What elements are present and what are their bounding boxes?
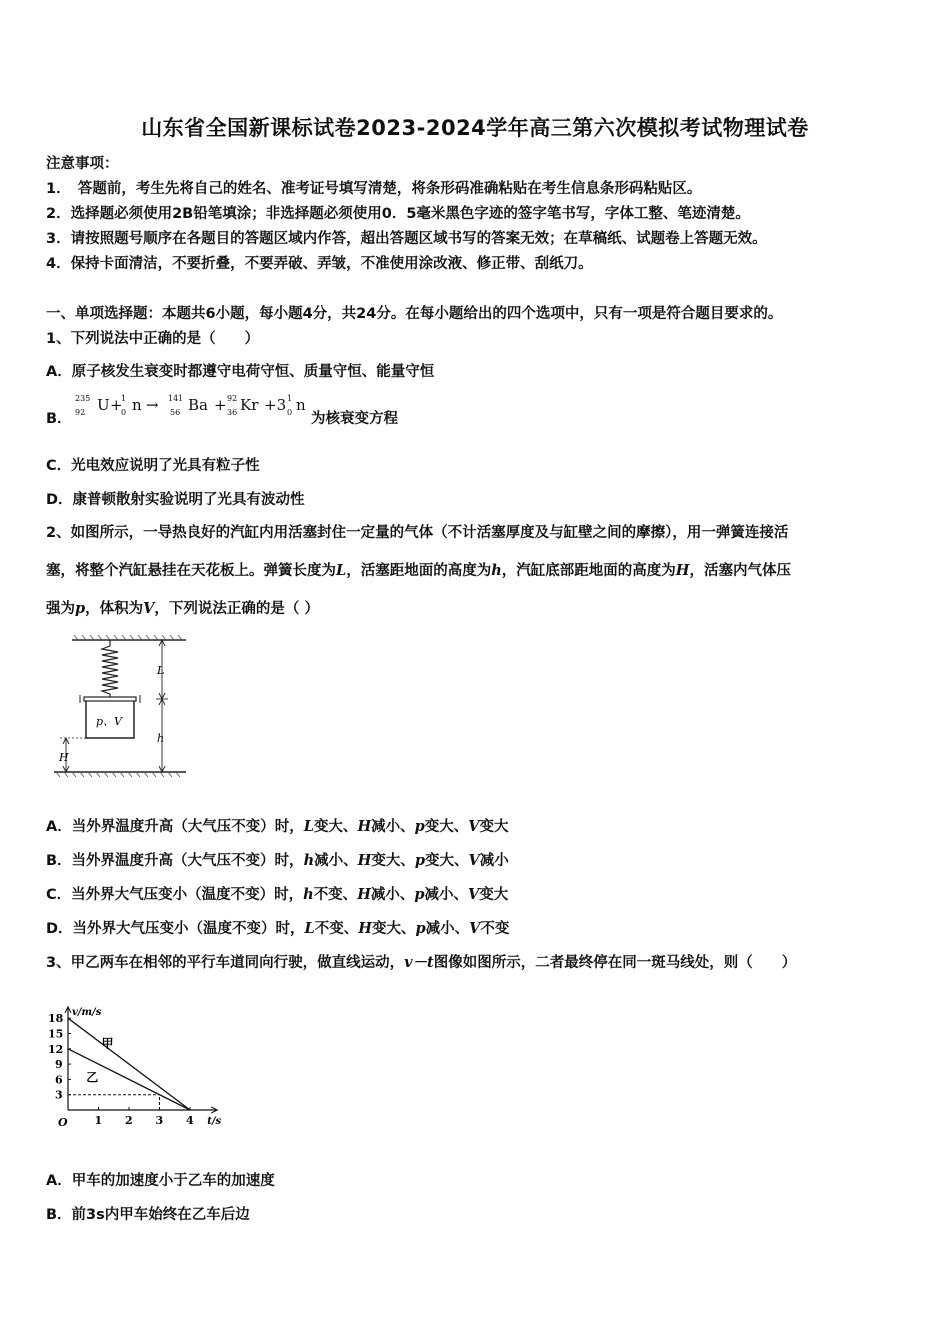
y-tick-label: 15 [48, 1027, 64, 1041]
notice-heading: 注意事项： [46, 156, 119, 172]
q2-stem-line3: 强为p，体积为V，下列说法正确的是（ ） [46, 600, 319, 617]
label-h: h [157, 732, 165, 745]
x-tick-label: 3 [155, 1114, 164, 1127]
q2-option-d: D．当外界大气压变小（温度不变）时，L不变、H变大、p减小、V不变 [46, 920, 510, 937]
label-pv: p、V [96, 715, 122, 728]
q2-option-c: C．当外界大气压变小（温度不变）时，h不变、H减小、p减小、V变大 [46, 886, 509, 903]
label-H: H [59, 751, 69, 764]
q1-stem: 1、下列说法中正确的是（ ） [46, 331, 260, 347]
y-tick-label: 3 [55, 1088, 63, 1102]
notice-item-3: 3．请按照题号顺序在各题目的答题区域内作答，超出答题区域书写的答案无效；在草稿纸、试题卷上答题无效。 [46, 231, 767, 247]
q2-option-a: A．当外界温度升高（大气压不变）时，L变大、H减小、p变大、V变大 [46, 818, 509, 835]
cylinder-diagram [46, 630, 196, 785]
series-line-jia [68, 1018, 190, 1110]
q2-stem-line2: 塞，将整个汽缸悬挂在天花板上。弹簧长度为L，活塞距地面的高度为h，汽缸底部距地面的高度为H，活塞内气体压 [46, 562, 791, 579]
page-title: 山东省全国新课标试卷2023-2024学年高三第六次模拟考试物理试卷 [141, 116, 809, 140]
q3-stem: 3、甲乙两车在相邻的平行车道同向行驶，做直线运动，v－t图像如图所示，二者最终停在同一斑马线处，则（ ） [46, 954, 797, 971]
q1-option-d: D．康普顿散射实验说明了光具有波动性 [46, 492, 305, 508]
y-tick-label: 18 [48, 1012, 64, 1026]
q1-option-b-suffix: 为核衰变方程 [311, 411, 398, 427]
label-l: L [157, 664, 165, 677]
notice-item-4: 4．保持卡面清洁，不要折叠，不要弄破、弄皱，不准使用涂改液、修正带、刮纸刀。 [46, 256, 593, 272]
series-label: 甲 [101, 1036, 114, 1051]
vt-chart [40, 982, 225, 1132]
y-tick-label: 12 [48, 1042, 64, 1056]
notice-item-1: 1． 答题前，考生先将自己的姓名、准考证号填写清楚，将条形码准确粘贴在考生信息条形码粘贴区。 [46, 181, 702, 197]
origin-label: O [58, 1116, 68, 1129]
x-tick-label: 2 [125, 1114, 133, 1127]
q1-option-b-label: B． [46, 411, 72, 427]
q2-option-b: B．当外界温度升高（大气压不变）时，h减小、H变大、p变大、V减小 [46, 852, 509, 869]
q2-stem-line1: 2、如图所示，一导热良好的汽缸内用活塞封住一定量的气体（不计活塞厚度及与缸壁之间的摩擦），用一弹簧连接活 [46, 525, 789, 541]
q3-option-a: A．甲车的加速度小于乙车的加速度 [46, 1173, 275, 1189]
section-heading: 一、单项选择题：本题共6小题，每小题4分，共24分。在每小题给出的四个选项中，只有一项是符合题目要求的。 [46, 306, 783, 322]
x-tick-label: 1 [94, 1114, 103, 1127]
spring [102, 640, 118, 698]
notice-item-2: 2．选择题必须使用2B铅笔填涂；非选择题必须使用0．5毫米黑色字迹的签字笔书写，字体工整、笔迹清楚。 [46, 206, 750, 222]
q1-option-c: C．光电效应说明了光具有粒子性 [46, 458, 260, 474]
piston [84, 697, 136, 701]
q1-option-a: A．原子核发生衰变时都遵守电荷守恒、质量守恒、能量守恒 [46, 364, 435, 380]
series-label: 乙 [86, 1070, 99, 1085]
x-tick-label: 4 [186, 1114, 194, 1127]
y-tick-label: 6 [55, 1073, 63, 1087]
y-axis-label: v/m/s [72, 1006, 102, 1018]
y-tick-label: 9 [55, 1058, 63, 1072]
x-axis-label: t/s [207, 1116, 222, 1127]
q3-option-b: B．前3s内甲车始终在乙车后边 [46, 1207, 250, 1223]
